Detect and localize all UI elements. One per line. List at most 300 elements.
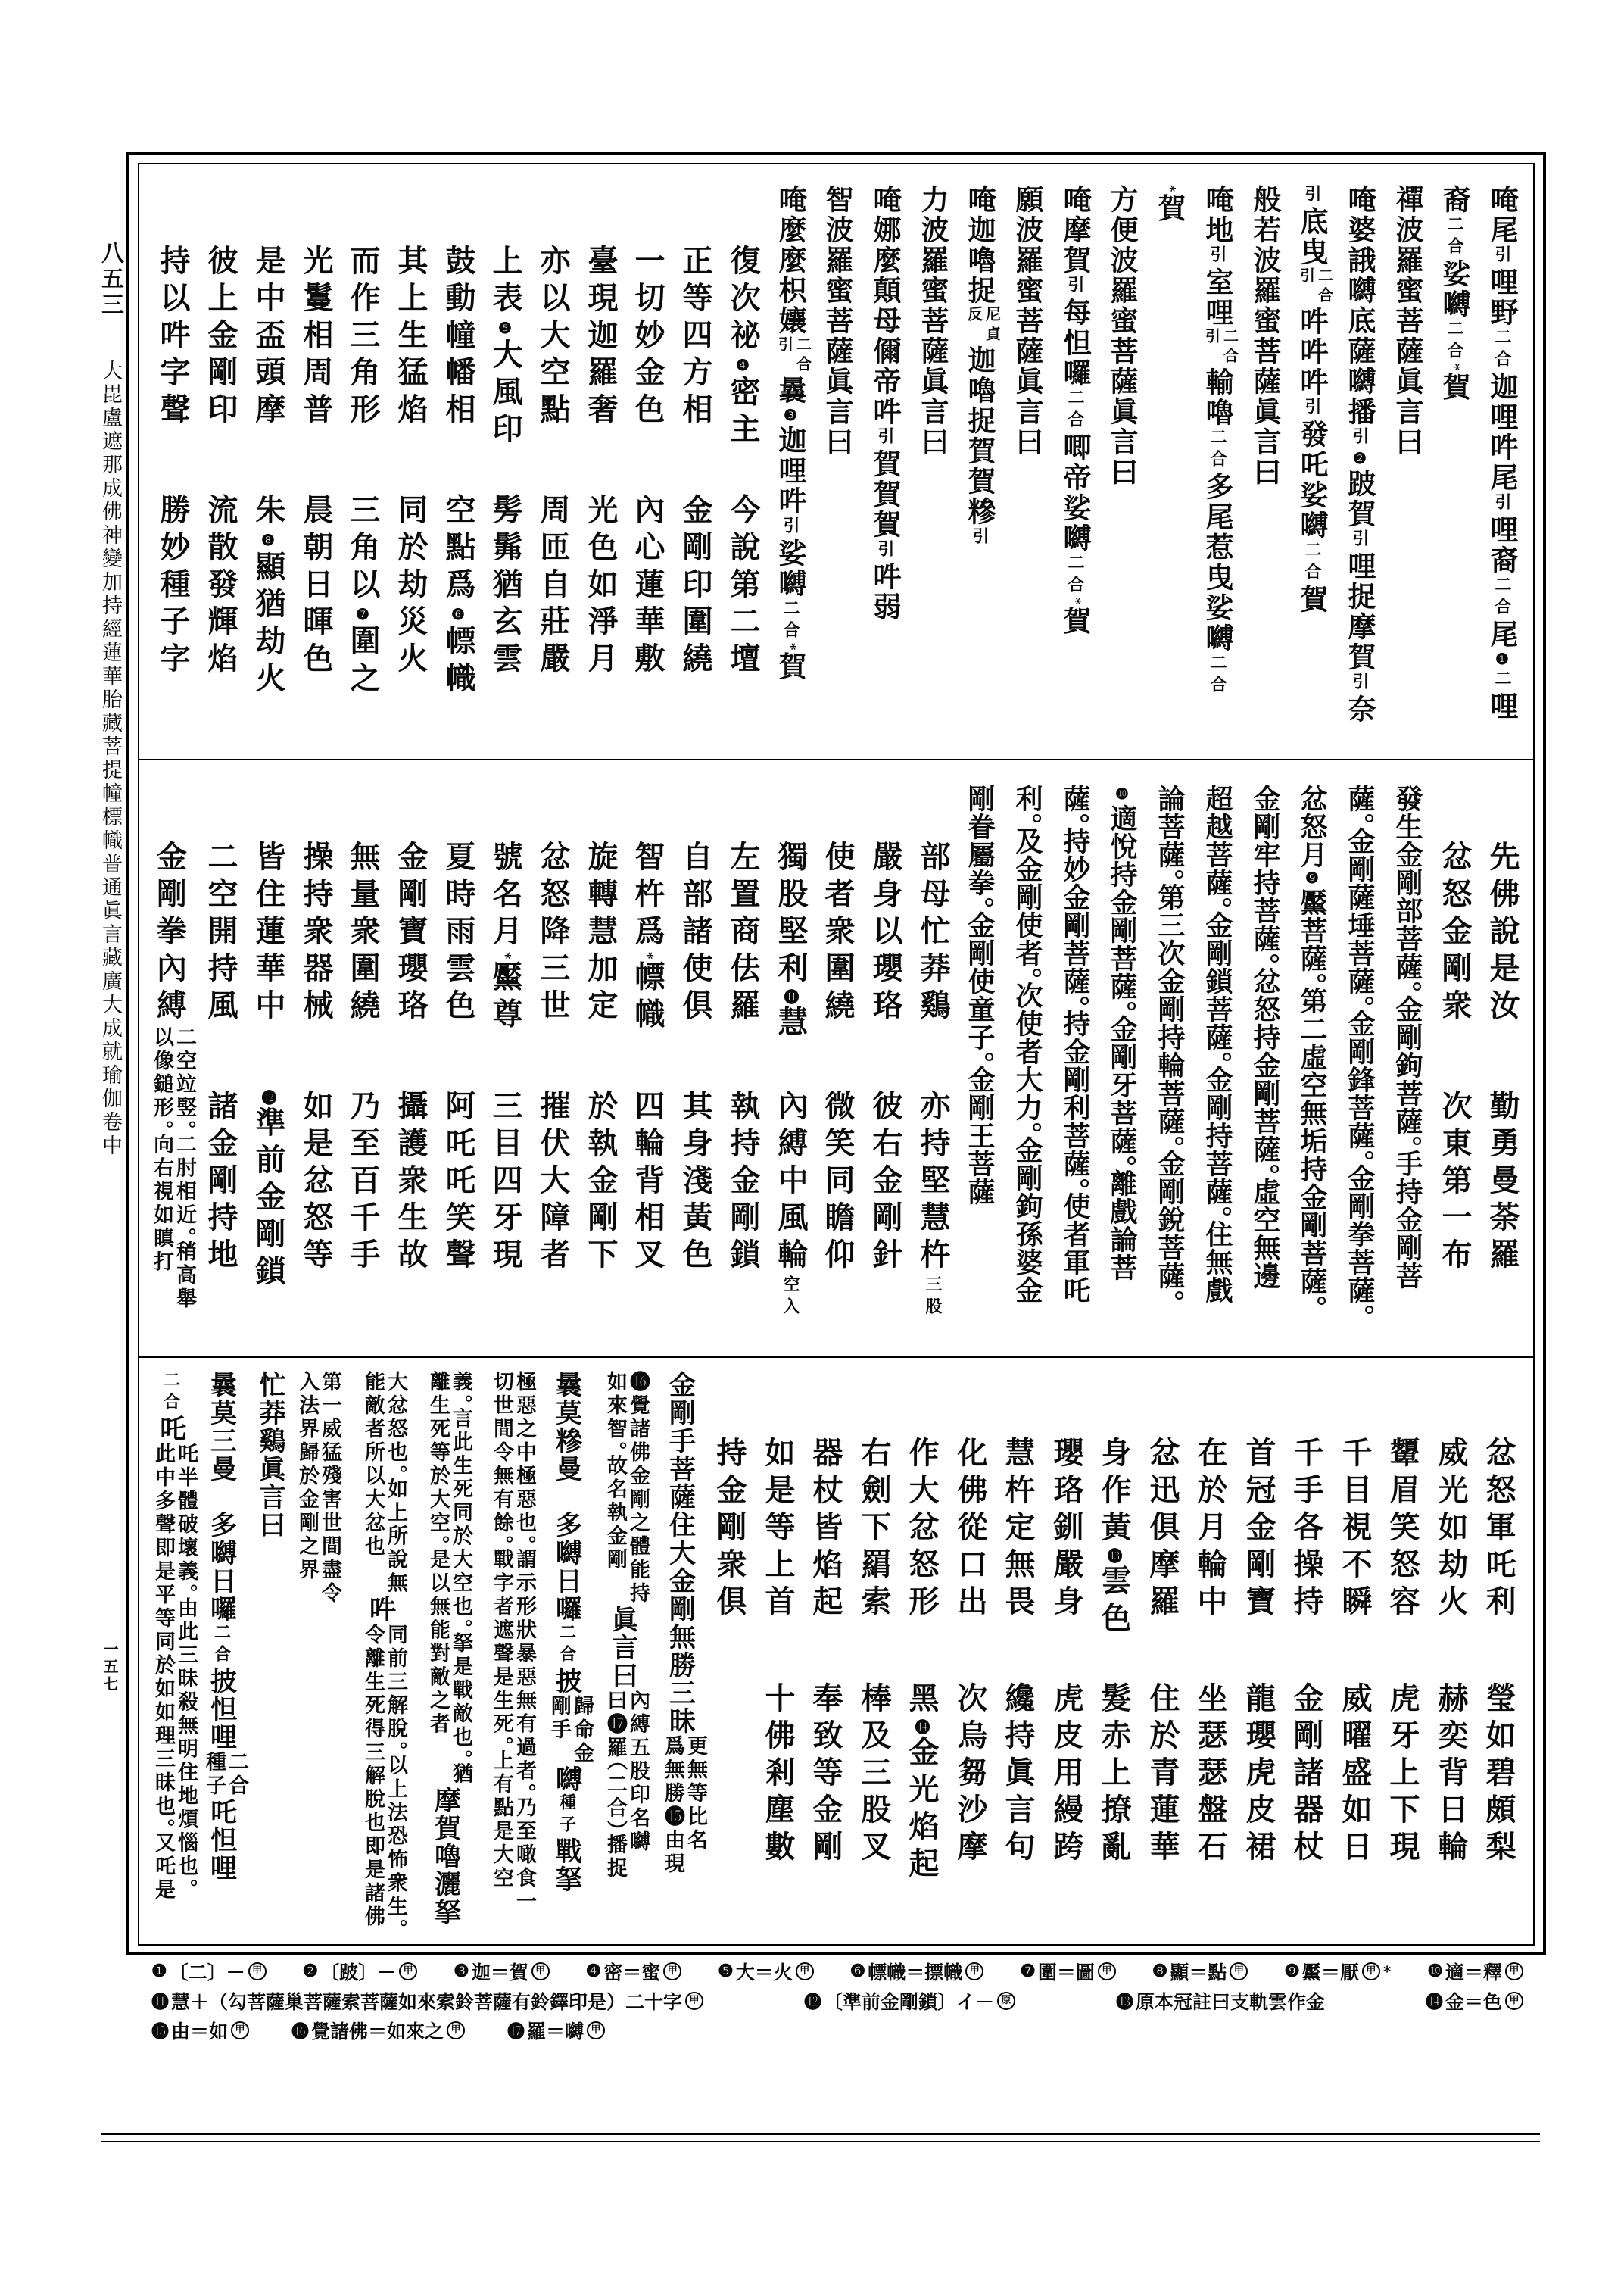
- note-line-left: 引: [1297, 267, 1316, 287]
- prose-column: [151, 1371, 197, 1902]
- interlinear-note: [776, 336, 812, 376]
- main-text: 論菩薩。第三次金剛持輪菩薩。金剛銳菩薩。: [1154, 785, 1186, 1304]
- verse-line-lower: [947, 1682, 993, 1868]
- main-text: 髣髴猶玄雲: [488, 494, 523, 679]
- verse-line-lower: [672, 494, 718, 679]
- main-text: 使者衆圍繞: [820, 841, 856, 1026]
- main-text: 彼右金剛針: [868, 1090, 903, 1275]
- main-text: 攝護衆生故: [393, 1090, 429, 1275]
- footnote-source-badge: 甲: [399, 1962, 417, 1980]
- main-text: 禪波羅蜜菩薩眞言曰: [1391, 185, 1424, 457]
- footnote-number: ❸: [454, 1961, 469, 1981]
- main-text: 於執金剛下: [583, 1090, 619, 1275]
- verse-line-upper: [1428, 1437, 1473, 1622]
- main-text: 忙莽鷄眞言曰: [255, 1371, 286, 1539]
- main-text: 上表: [488, 245, 523, 319]
- main-text: 哩捉摩賀: [1343, 551, 1376, 673]
- small-annotation: 種子: [556, 1793, 577, 1837]
- footnote-line: [151, 1986, 1523, 2015]
- footnote-source-badge: 甲: [248, 1962, 267, 1980]
- footnote-source-badge: 甲: [1098, 1962, 1116, 1980]
- verse-line-upper: [293, 245, 338, 430]
- bottom-rule: [101, 2133, 1540, 2135]
- main-text: 金剛拳內縛: [151, 841, 188, 1026]
- small-annotation: 空入: [781, 1275, 800, 1319]
- verse-line-upper: [672, 841, 718, 1026]
- main-text: 次東第一布: [1437, 1090, 1473, 1275]
- small-annotation: 二合: [556, 1623, 577, 1667]
- note-line-right: 吒半體破壞義。由此三昧殺無明住地煩惱也。: [174, 1443, 198, 1892]
- note-line-right: 歸命金: [570, 1695, 594, 1765]
- interlinear-note: [1298, 267, 1334, 307]
- footnote-marker: ❷: [1351, 449, 1369, 469]
- footnote-source-badge: 原: [997, 1992, 1015, 2010]
- prose-column: [1195, 185, 1240, 698]
- verse-line-lower: [388, 1090, 433, 1275]
- footnote-text: 慧＋（勾菩薩巢菩薩索菩薩如來索鈴菩薩有鈴鐸印是）二十字: [171, 1990, 683, 2013]
- main-text: 右劍下羂索: [856, 1437, 892, 1622]
- verse-line-upper: [1091, 1437, 1136, 1639]
- main-text: 忿怒月: [1296, 785, 1328, 869]
- verse-line-upper: [388, 245, 433, 430]
- small-annotation: 引: [1492, 245, 1512, 267]
- main-text: 復次祕: [725, 245, 761, 356]
- verse-line-upper: [482, 841, 528, 1035]
- main-text: 其上生猛焰: [393, 245, 429, 430]
- footnote-marker: ❿: [1113, 785, 1131, 804]
- verse-line-lower: [1187, 1682, 1233, 1868]
- footnote-text: 覺諸佛＝如來之: [311, 2020, 444, 2043]
- verse-line-upper: [720, 245, 765, 450]
- verse-line-lower: [1432, 1090, 1477, 1275]
- footnote-marker: ⓮: [912, 1719, 930, 1736]
- note-line-left: 切世間令無有餘。戰字者遮聲是生死。上有點是大空: [490, 1371, 513, 1890]
- footnote-source-badge: 甲: [587, 2021, 605, 2039]
- footnotes: [151, 1956, 1523, 2045]
- small-annotation: 引: [1492, 493, 1512, 515]
- interlinear-note: [603, 1690, 649, 1880]
- prose-column: [490, 1371, 535, 1914]
- main-text: 唵迦嚕捉: [963, 185, 996, 306]
- main-text: 金剛牢持菩薩。忿怒持金剛菩薩。虛空無邊: [1249, 785, 1281, 1290]
- main-text: 唧帝娑嚩: [1058, 432, 1092, 554]
- footnote-source-badge: 甲: [1230, 1962, 1248, 1980]
- page-number: 一五七: [101, 1641, 119, 1693]
- verse-line-upper: [672, 245, 718, 430]
- verse-line-lower: [293, 1090, 338, 1275]
- small-annotation: 三股: [923, 1275, 943, 1319]
- main-text: 賀: [1058, 606, 1092, 637]
- verse-line-lower: [768, 1090, 813, 1319]
- asterisk-marker: *: [1068, 598, 1083, 607]
- verse-line-lower: [720, 1090, 765, 1275]
- verse-line-upper: [1476, 1437, 1521, 1622]
- prose-column: [547, 1371, 593, 1893]
- main-text: 住於青蓮華: [1145, 1682, 1180, 1868]
- main-text: 是中盃頭摩: [251, 245, 286, 430]
- verse-line-lower: [578, 1090, 623, 1275]
- main-text: 室哩: [1201, 267, 1234, 328]
- verse-line-upper: [899, 1437, 944, 1622]
- main-text: 跛賀: [1343, 469, 1376, 529]
- main-text: 瓔珞釧嚴身: [1049, 1437, 1084, 1622]
- note-line-right: 義。言此生死同於大空也。拏是戰敵也。猶: [449, 1371, 472, 1787]
- main-text: 迦哩吽: [774, 426, 807, 517]
- main-text: 左置商佉羅: [725, 841, 761, 1026]
- footnote-item: [151, 1958, 267, 1985]
- footnote-number: ❾: [1284, 1961, 1300, 1981]
- verse-line-lower: [899, 1682, 944, 1884]
- footnote-text: 幖幟＝摽幟: [868, 1961, 963, 1983]
- main-text: 多尾惹曳娑嚩: [1201, 472, 1234, 654]
- interlinear-note: [426, 1371, 472, 1787]
- note-line-right: ⓰覺諸佛金剛之體能持: [626, 1371, 650, 1606]
- verse-line-upper: [803, 1437, 848, 1622]
- main-text: 唵地: [1201, 185, 1234, 245]
- main-text: 棒及三股叉: [856, 1682, 892, 1868]
- verse-line-lower: [245, 1090, 291, 1292]
- asterisk-marker: *: [497, 952, 513, 961]
- main-text: 戰拏: [551, 1837, 583, 1893]
- verse-line-upper: [150, 841, 195, 1311]
- prose-column: [1147, 785, 1192, 1304]
- verse-line-lower: [995, 1682, 1040, 1868]
- main-text: 三角以: [345, 494, 381, 605]
- main-text: 適悅持金剛菩薩。金剛牙菩薩。離戲論菩: [1106, 804, 1138, 1281]
- verse-line-upper: [245, 841, 291, 1026]
- main-text: 雲色: [1096, 1565, 1132, 1639]
- main-text: 利。及金剛使者。次使者大力。金剛鉤孫婆金: [1011, 785, 1043, 1304]
- note-line-left: 引: [1202, 328, 1221, 348]
- footnote-marker: ❼: [354, 605, 372, 625]
- footnote-source-badge: 甲: [231, 2021, 249, 2039]
- verse-line-lower: [851, 1682, 896, 1868]
- main-text: 嚩: [551, 1765, 583, 1793]
- main-text: 光鬘相周普: [298, 245, 334, 430]
- main-text: 今說第二壇: [725, 494, 761, 679]
- note-line-right: 內縛五股印名嚩: [626, 1690, 650, 1854]
- small-annotation: 二: [1492, 669, 1512, 691]
- main-text: 幖幟: [630, 960, 665, 1035]
- footnote-line: [151, 2015, 1523, 2045]
- asterisk-marker: *: [1162, 185, 1178, 194]
- verse-line-upper: [388, 841, 433, 1026]
- footnote-marker: ❾: [1303, 869, 1321, 888]
- interlinear-note: [361, 1624, 407, 1932]
- main-text: 賀: [774, 651, 807, 682]
- footnote-item: [454, 1958, 550, 1985]
- main-text: 光色如淨月: [583, 494, 619, 679]
- footnote-source-badge: 甲: [1362, 1962, 1380, 1980]
- prose-column: [862, 185, 908, 623]
- footnote-number: ❻: [849, 1961, 866, 1981]
- verse-line-lower: [1476, 1682, 1521, 1868]
- main-text: 哩: [1485, 691, 1519, 722]
- interlinear-note: [150, 1026, 195, 1311]
- main-text: 大風印: [488, 339, 523, 450]
- main-text: 如是忿怒等: [298, 1090, 334, 1275]
- main-text: 三目四牙現: [488, 1090, 523, 1275]
- main-text: 裔: [1438, 185, 1471, 215]
- main-text: 勝妙種子字: [155, 494, 191, 679]
- footnote-source-badge: 甲: [1505, 1962, 1523, 1980]
- note-line-left: 剛手: [547, 1695, 571, 1742]
- verse-line-lower: [815, 1090, 860, 1275]
- volume-number: 八五三: [97, 241, 123, 318]
- verse-line-lower: [1479, 1090, 1525, 1275]
- prose-column: [661, 1371, 706, 1876]
- footnote-number: ❷: [302, 1961, 319, 1981]
- footnote-item: [1427, 1958, 1523, 1985]
- prose-column: [1099, 785, 1145, 1281]
- footnote-text: 由＝如: [171, 2020, 229, 2043]
- main-text: 迦嚕捉賀賀糝: [963, 345, 996, 527]
- prose-column: [1052, 185, 1098, 636]
- verse-line-lower: [1379, 1682, 1425, 1868]
- main-text: 其身淺黃色: [678, 1090, 713, 1275]
- verse-line-lower: [720, 494, 765, 679]
- note-line-right: 同前三解脫。以上法恐怖衆生。: [384, 1623, 407, 1932]
- main-text: 顯猶劫火: [251, 551, 286, 699]
- note-line-right: 二空竝竪。二肘相近。稍高舉: [173, 1026, 196, 1311]
- prose-column: [910, 185, 955, 457]
- verse-line-upper: [755, 1437, 800, 1622]
- prose-column: [1099, 185, 1145, 488]
- footnote-marker: ❽: [259, 531, 277, 551]
- prose-column: [815, 185, 860, 457]
- footnote-number: ❼: [1020, 1961, 1036, 1981]
- footnote-item: [507, 2017, 605, 2044]
- footnote-number: ⓬: [803, 1992, 821, 2012]
- main-text: 唵尾: [1485, 185, 1519, 245]
- verse-line-upper: [293, 841, 338, 1026]
- verse-line-lower: [245, 494, 291, 699]
- small-annotation: 二合: [1065, 389, 1085, 432]
- interlinear-note: [151, 1443, 197, 1902]
- main-text: 吽: [365, 1595, 397, 1624]
- running-title: 大毘盧遮那成佛神變加持經蓮華胎藏菩提幢標幟普通眞言藏廣大成就瑜伽卷中: [98, 360, 122, 1158]
- prose-column: [603, 1371, 649, 1880]
- main-text: 持金剛衆俱: [712, 1437, 747, 1622]
- prose-column: [768, 185, 813, 682]
- verse-line-upper: [995, 1437, 1040, 1622]
- interlinear-note: [965, 306, 1002, 345]
- footnote-line: [151, 1956, 1523, 1986]
- verse-line-lower: [482, 494, 528, 679]
- main-text: 而作三角形: [345, 245, 381, 430]
- asterisk-marker: *: [783, 643, 799, 652]
- verse-line-upper: [1332, 1437, 1377, 1622]
- prose-column: [426, 1371, 472, 1927]
- main-text: 無量衆圍繞: [345, 841, 381, 1026]
- main-text: 賀: [1295, 585, 1329, 615]
- main-text: 旋轉慧加定: [583, 841, 619, 1026]
- verse-line-upper: [1139, 1437, 1185, 1622]
- footnote-text: 金＝色: [1445, 1990, 1502, 2013]
- interlinear-note: [361, 1371, 407, 1596]
- main-text: 獨股堅利: [773, 841, 809, 989]
- main-text: 瑩如碧頗梨: [1481, 1682, 1516, 1868]
- note-line-left: 引: [775, 336, 794, 356]
- note-line-right: 二合: [1315, 267, 1334, 307]
- main-text: 化佛從口出: [952, 1437, 988, 1622]
- main-text: 持以吽字聲: [155, 245, 191, 430]
- main-text: 微笑同瞻仰: [820, 1090, 856, 1275]
- main-text: 鼓動幢幡相: [441, 245, 476, 430]
- verse-line-upper: [706, 1437, 752, 1622]
- prose-column: [248, 1371, 293, 1539]
- footnote-source-badge: 甲: [1505, 1992, 1523, 2010]
- verse-line-lower: [755, 1682, 800, 1868]
- verse-line-upper: [947, 1437, 993, 1622]
- prose-column: [957, 185, 1002, 549]
- footnote-item: [151, 1987, 703, 2015]
- small-annotation: 引: [1208, 245, 1227, 267]
- verse-line-upper: [851, 1437, 896, 1622]
- footnote-text: 適＝釋: [1445, 1961, 1502, 1983]
- note-line-left: 能敵者所以大忿也: [361, 1371, 385, 1559]
- main-text: 底曳: [1295, 207, 1329, 267]
- main-text: 朱: [251, 494, 286, 531]
- verse-line-lower: [388, 494, 433, 679]
- main-text: 唵摩賀: [1058, 185, 1092, 276]
- footnote-number: ❽: [1152, 1961, 1168, 1981]
- main-text: 一切妙金色: [630, 245, 665, 430]
- main-text: 皆住蓮華中: [251, 841, 286, 1026]
- note-line-right: 二合: [1220, 328, 1239, 367]
- footnote-source-badge: 甲: [796, 1962, 814, 1980]
- verse-line-upper: [1187, 1437, 1233, 1622]
- interlinear-note: [490, 1371, 535, 1914]
- footnote-number: ⓱: [507, 2021, 525, 2042]
- main-text: 周匝自莊嚴: [535, 494, 571, 679]
- main-text: 慧: [773, 1006, 809, 1043]
- footnote-item: [718, 1958, 814, 1985]
- main-text: 每怛囉: [1058, 298, 1092, 389]
- small-annotation: 二合: [1492, 328, 1512, 372]
- main-text: 內心蓮華敷: [630, 494, 665, 679]
- verse-line-upper: [340, 245, 385, 430]
- main-text: 彼上金剛印: [203, 245, 238, 430]
- verse-line-upper: [815, 841, 860, 1026]
- prose-column: [1479, 185, 1525, 722]
- verse-line-upper: [198, 841, 243, 1026]
- main-text: 吽弱: [868, 562, 902, 623]
- footnote-marker: ⓫: [781, 989, 800, 1006]
- main-text: 娑嚩: [774, 538, 807, 599]
- main-text: 執持金剛鎖: [725, 1090, 761, 1275]
- verse-line-lower: [1139, 1682, 1185, 1868]
- prose-column: [1052, 785, 1098, 1304]
- asterisk-marker: *: [1447, 364, 1463, 373]
- main-text: 次烏芻沙摩: [952, 1682, 988, 1868]
- small-annotation: 二合: [1445, 215, 1464, 259]
- main-text: 哩裔: [1485, 515, 1519, 576]
- footnote-number: ❿: [1427, 1961, 1443, 1981]
- footnote-marker: ❻: [449, 605, 467, 625]
- footnote-source-badge: 甲: [965, 1962, 983, 1980]
- verse-line-lower: [1236, 1682, 1281, 1868]
- main-text: 曩: [774, 376, 807, 406]
- footnote-text: 大＝火: [735, 1961, 793, 1983]
- verse-line-upper: [1432, 841, 1477, 1026]
- main-text: 如是等上首: [760, 1437, 796, 1622]
- main-text: 操持衆器械: [298, 841, 334, 1026]
- main-text: 黶菩薩。第二虛空無垢持金剛菩薩。: [1296, 888, 1328, 1309]
- main-text: 披: [551, 1667, 583, 1695]
- verse-line-upper: [578, 841, 623, 1026]
- note-line-left: 曰⓱羅（二合）播捉: [603, 1690, 627, 1880]
- verse-line-upper: [340, 841, 385, 1026]
- note-line-right: 二合: [225, 1751, 248, 1798]
- main-text: 密主: [725, 376, 761, 450]
- note-line-right: 更無等比名: [684, 1735, 707, 1852]
- verse-line-lower: [803, 1682, 848, 1868]
- footnote-number: ⓭: [1115, 1992, 1133, 2012]
- small-annotation: 引: [781, 517, 800, 538]
- small-annotation: 引: [970, 527, 990, 549]
- main-text: 曩莫糝曼 多嚩日囉: [551, 1371, 583, 1623]
- note-line-left: 爲無勝⓯由現: [661, 1735, 684, 1876]
- footnote-item: [1284, 1958, 1391, 1985]
- footnote-marker: ❹: [734, 356, 752, 376]
- footnote-text: 顯＝點: [1170, 1961, 1227, 1983]
- verse-line-upper: [1236, 1437, 1281, 1622]
- prose-column: [295, 1371, 341, 1606]
- footnote-number: ⓮: [1425, 1992, 1443, 2012]
- main-text: 吽吽吽: [1295, 307, 1329, 398]
- footnote-marker: ❶: [1493, 650, 1511, 669]
- main-text: 晨朝日暉色: [298, 494, 334, 679]
- main-text: 發吒娑嚩: [1295, 420, 1329, 541]
- main-text: 諸金剛持地: [203, 1090, 238, 1275]
- small-annotation: 引: [875, 540, 895, 562]
- main-text: 智波羅蜜菩薩眞言曰: [821, 185, 854, 457]
- main-text: 空點爲: [441, 494, 476, 605]
- main-text: 作大忿怒形: [904, 1437, 940, 1622]
- main-text: 曩莫三曼 多嚩日囉: [206, 1371, 238, 1623]
- main-text: 在於月輪中: [1192, 1437, 1228, 1622]
- main-text: 忿迅俱摩羅: [1145, 1437, 1180, 1622]
- small-annotation: 引: [1302, 398, 1322, 420]
- main-text: 方便波羅蜜菩薩眞言曰: [1105, 185, 1139, 488]
- verse-line-upper: [245, 245, 291, 430]
- prose-column: [1005, 185, 1050, 457]
- verse-line-lower: [435, 1090, 481, 1275]
- verse-line-upper: [482, 245, 528, 450]
- main-text: 奈: [1343, 694, 1376, 725]
- main-text: 薩。持妙金剛菩薩。持金剛利菩薩。使者軍吒: [1059, 785, 1091, 1304]
- main-text: 薩。金剛薩埵菩薩。金剛鋒菩薩。金剛拳菩薩。: [1344, 785, 1376, 1319]
- verse-line-lower: [482, 1090, 528, 1275]
- main-text: 忿怒降三世: [535, 841, 571, 1026]
- footnote-marker: ❸: [781, 406, 800, 426]
- main-text: 勤勇曼荼羅: [1485, 1090, 1520, 1275]
- verse-line-upper: [578, 245, 623, 430]
- verse-line-lower: [578, 494, 623, 679]
- small-annotation: 二合: [1492, 576, 1512, 619]
- footnote-number: ⓰: [291, 2021, 310, 2042]
- bottom-rule: [101, 2141, 1540, 2142]
- footnote-source-badge: 甲: [663, 1962, 681, 1980]
- main-text: 黑: [904, 1682, 940, 1719]
- small-annotation: 二合: [1302, 541, 1322, 585]
- verse-line-upper: [530, 841, 575, 1026]
- verse-line-lower: [1332, 1682, 1377, 1868]
- footnote-item: [850, 1958, 984, 1985]
- prose-column: [1289, 785, 1335, 1309]
- prose-column: [1337, 185, 1382, 725]
